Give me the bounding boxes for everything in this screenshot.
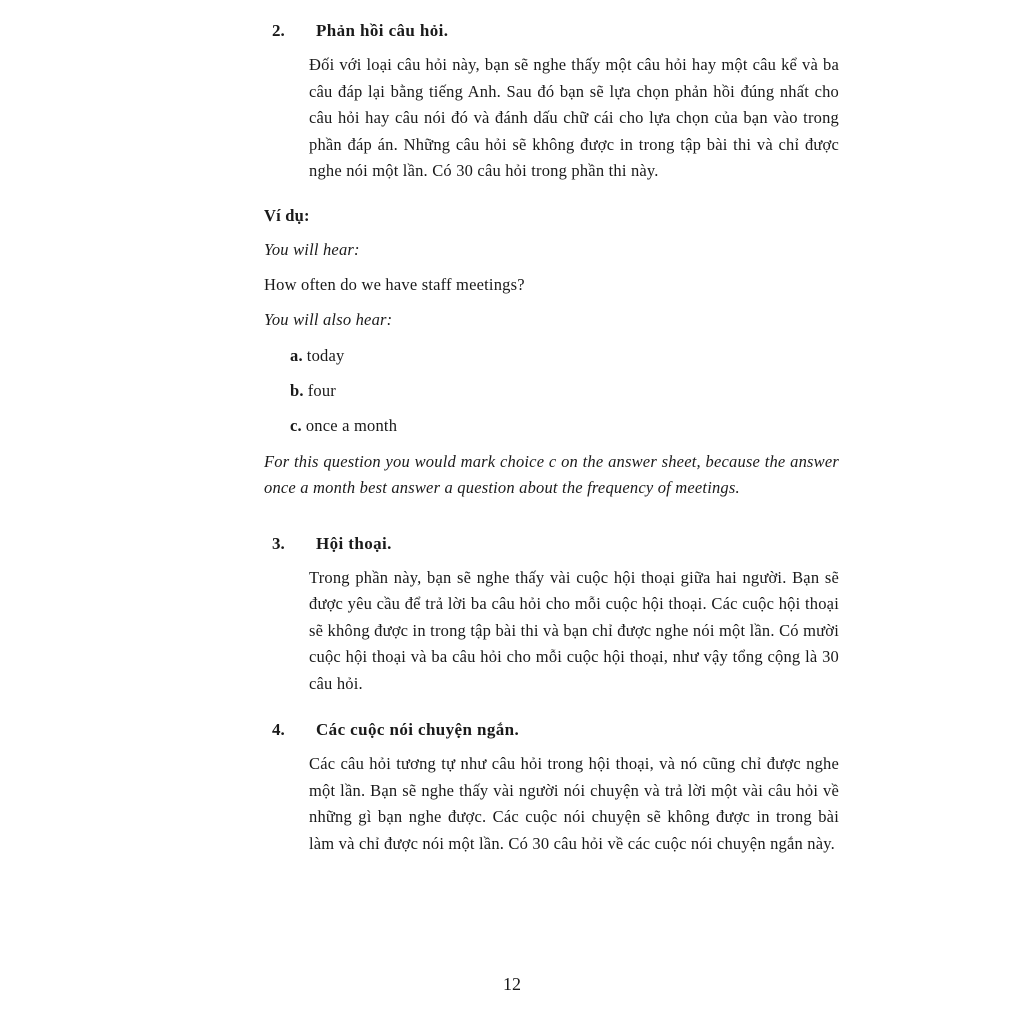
book-page — [264, 18, 839, 857]
section-number: 2. — [272, 21, 285, 40]
choice-letter: a. — [290, 345, 303, 365]
choice-letter: b. — [290, 380, 304, 400]
choice-c — [290, 413, 839, 439]
section-body: Đối với loại câu hỏi này, bạn sẽ nghe thấy một câu hỏi hay một câu kể và ba câu đáp lại bằng tiếng Anh. Sau đó bạn sẽ lựa chọn phản hồi đúng nhất cho câu hỏi hay câu nói đó và đánh dấu chữ cái cho lựa chọn của bạn vào trong phần đáp án. Những câu hỏi sẽ không được in trong tập bài thi và chỉ được nghe nói một lần. Có 30 câu hỏi trong phần thi này. — [309, 55, 839, 180]
section-2 — [264, 18, 839, 185]
you-will-hear-label: You will hear: — [264, 239, 360, 259]
section-3 — [264, 531, 839, 698]
section-heading — [264, 18, 839, 44]
section-heading — [264, 717, 839, 743]
example-heading: Ví dụ: — [264, 205, 310, 225]
choice-text: today — [306, 345, 345, 365]
example-explanation: For this question you would mark choice c on the answer sheet, because the answer once a month best answer a question about the frequency of meetings. — [264, 451, 839, 497]
section-title: Phản hồi câu hỏi. — [316, 21, 449, 40]
section-number: 4. — [272, 720, 285, 739]
section-body: Trong phần này, bạn sẽ nghe thấy vài cuộc hội thoại giữa hai người. Bạn sẽ được yêu cầu để trả lời ba câu hỏi cho mỗi cuộc hội thoại. Các cuộc hội thoại sẽ không được in trong tập bài thi và bạn chỉ được nghe nói một lần. Có mười cuộc hội thoại và ba câu hỏi cho mỗi cuộc hội thoại, như vậy tổng cộng là 30 câu hỏi. — [309, 567, 839, 693]
section-title: Hội thoại. — [316, 533, 392, 553]
choice-text: once a month — [305, 415, 398, 435]
page-number: 12 — [503, 974, 521, 994]
section-heading — [264, 531, 839, 557]
section-number: 3. — [272, 533, 285, 553]
section-4 — [264, 717, 839, 857]
choice-b — [290, 378, 839, 404]
choice-letter: c. — [290, 415, 302, 435]
you-will-also-hear-label: You will also hear: — [264, 309, 393, 329]
choice-text: four — [307, 380, 336, 400]
example-block — [264, 203, 839, 501]
section-body: Các câu hỏi tương tự như câu hỏi trong hội thoại, và nó cũng chỉ được nghe một lần. Bạn sẽ nghe thấy vài người nói chuyện và trả lời một vài câu hỏi về những gì bạn nghe được. Các cuộc nói chuyện sẽ không được in trong bài làm và chỉ được nói một lần. Có 30 câu hỏi về các cuộc nói chuyện ngắn này. — [309, 754, 839, 853]
choice-a — [290, 343, 839, 369]
section-title: Các cuộc nói chuyện ngắn. — [316, 720, 520, 739]
example-question: How often do we have staff meetings? — [264, 274, 525, 294]
